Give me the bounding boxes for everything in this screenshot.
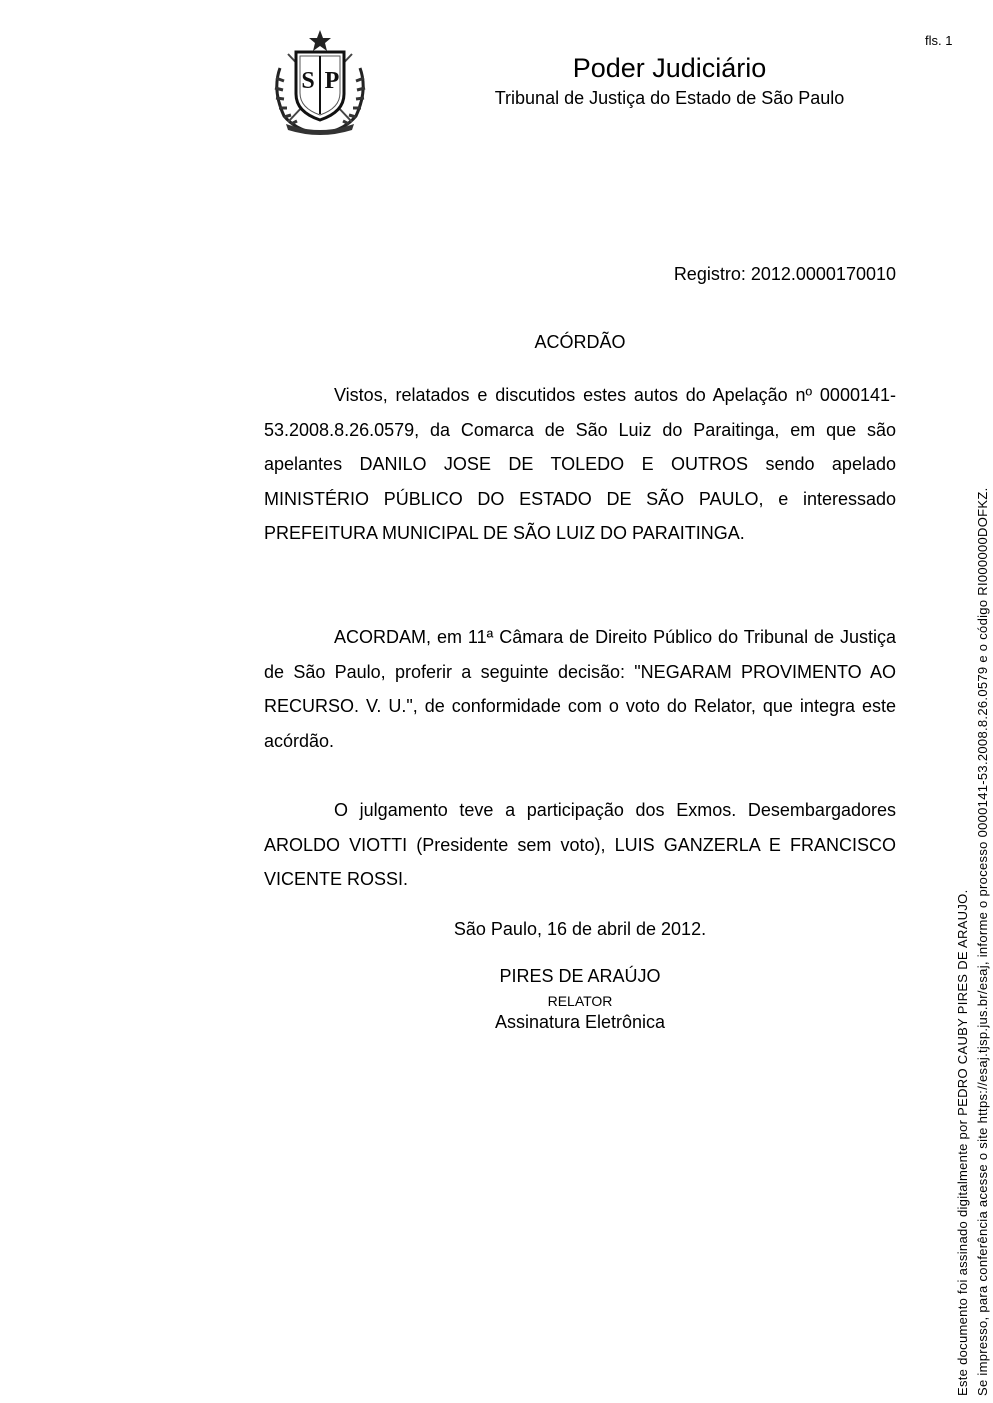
paragraph-acordam: ACORDAM, em 11ª Câmara de Direito Público do Tribunal de Justiça de São Paulo, proferir a seguinte decisão: "NEGARAM PROVIMENTO AO RECURSO. V. U.", de conformidade com o voto do Relator, que integra este acórdão. (264, 627, 896, 751)
digital-signature-note: Este documento foi assinado digitalmente por PEDRO CAUBY PIRES DE ARAUJO. (955, 889, 970, 1396)
electronic-signature-label: Assinatura Eletrônica (494, 1012, 666, 1032)
paragraph-julgamento: O julgamento teve a participação dos Exmos. Desembargadores AROLDO VIOTTI (Presidente sem voto), LUIS GANZERLA E FRANCISCO VICENTE ROSSI. (264, 800, 896, 890)
court-name: Tribunal de Justiça do Estado de São Paulo (494, 88, 845, 108)
paragraph-vistos: Vistos, relatados e discutidos estes autos do Apelação nº 0000141-53.2008.8.26.0579, da Comarca de São Luiz do Paraitinga, em que são apelantes DANILO JOSE DE TOLEDO E OUTROS sendo apelado MINISTÉRIO PÚBLICO DO ESTADO DE SÃO PAULO, e interessado PREFEITURA MUNICIPAL DE SÃO LUIZ DO PARAITINGA. (264, 385, 896, 544)
page-title: Poder Judiciário (572, 53, 767, 83)
svg-text:S: S (301, 68, 315, 94)
svg-text:P: P (324, 68, 340, 94)
sao-paulo-seal-logo (266, 28, 374, 136)
signer-role: RELATOR (547, 993, 613, 1009)
registration-number: Registro: 2012.0000170010 (673, 264, 896, 284)
verification-note: Se impresso, para conferência acesse o site https://esaj.tjsp.jus.br/esaj, informe o processo 0000141-53.2008.8.26.0579 e o código RI000000DOFKZ. (975, 487, 990, 1396)
document-title: ACÓRDÃO (534, 332, 626, 352)
date-line: São Paulo, 16 de abril de 2012. (453, 919, 707, 939)
signer-name: PIRES DE ARAÚJO (499, 966, 661, 986)
page-number: fls. 1 (925, 33, 953, 48)
